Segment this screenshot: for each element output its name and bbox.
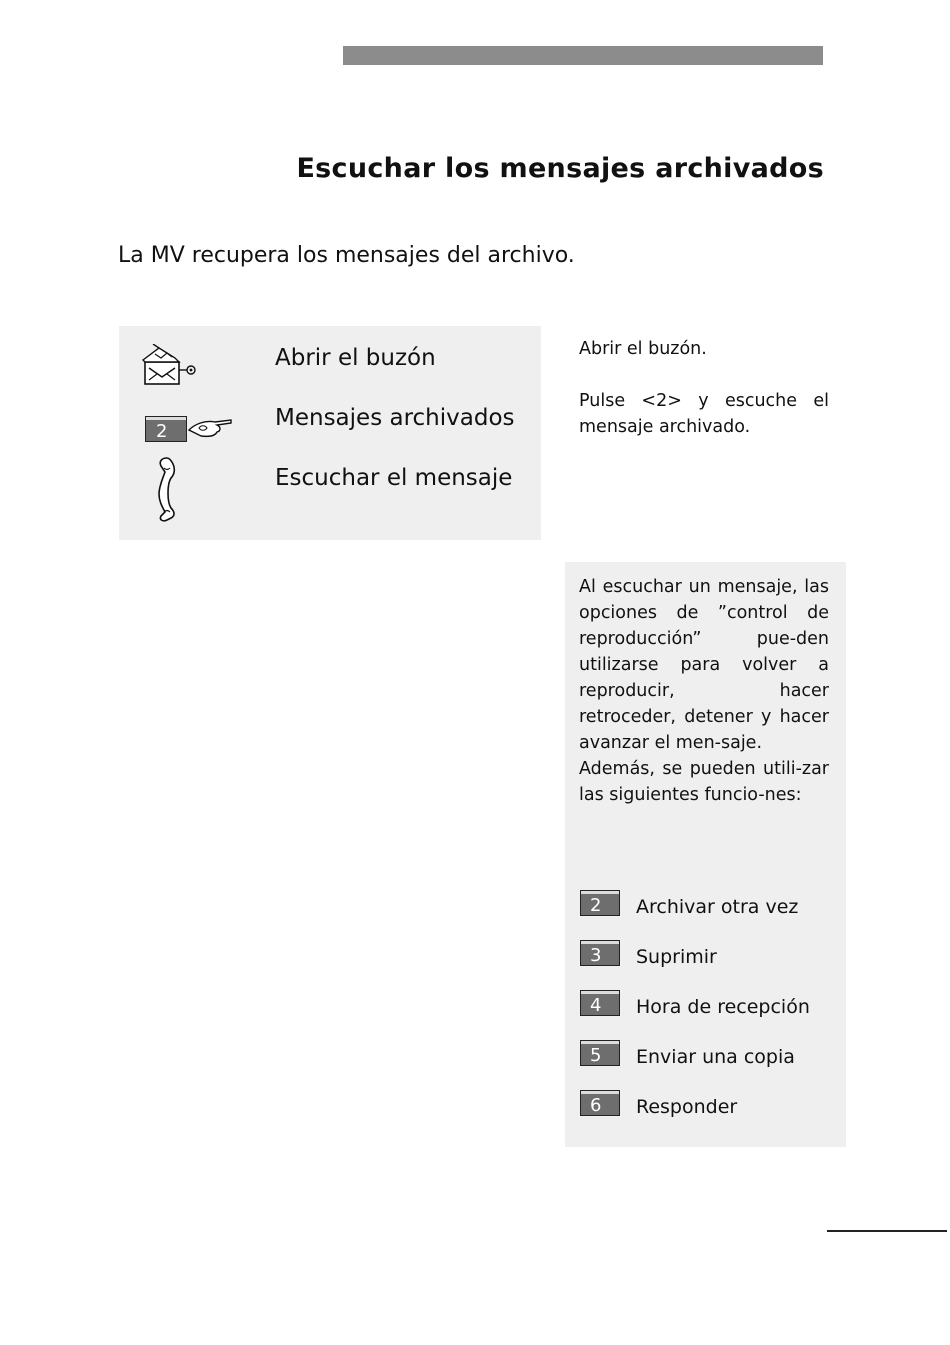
handset-icon [153,454,183,522]
note-press-2: Pulse <2> y escuche el mensaje archivado. [579,391,829,437]
key-5-icon: 5 [580,1040,620,1066]
note-open-mailbox: Abrir el buzón. [579,339,707,359]
key-2-press-icon [139,412,235,448]
step-open-mailbox: Abrir el buzón [275,345,436,371]
step-archived-messages: Mensajes archivados [275,405,515,431]
key-4-icon: 4 [580,990,620,1016]
info-paragraph-functions: Además, se pueden utili-zar las siguientes funcio-nes: [579,759,829,805]
mailbox-icon [139,344,197,390]
function-label: Responder [636,1096,738,1118]
footer-rule [827,1230,947,1232]
step-listen-message: Escuchar el mensaje [275,465,513,491]
key-2-label: 2 [156,421,168,442]
function-label: Enviar una copia [636,1046,795,1068]
key-3-icon: 3 [580,940,620,966]
header-bar [343,46,823,65]
info-panel [565,562,846,1147]
intro-text: La MV recupera los mensajes del archivo. [118,243,575,268]
steps-panel [119,326,541,540]
info-paragraph-playback: Al escuchar un mensaje, las opciones de ”control de reproducción” pue-den utilizarse para volver a reproducir, hacer retroceder, detener y hacer avanzar el men-saje. [579,577,829,753]
key-2-icon: 2 [580,890,620,916]
info-text [579,574,829,808]
function-label: Hora de recepción [636,996,810,1018]
function-label: Archivar otra vez [636,896,799,918]
page-title: Escuchar los mensajes archivados [296,153,824,184]
key-6-icon: 6 [580,1090,620,1116]
function-label: Suprimir [636,946,717,968]
